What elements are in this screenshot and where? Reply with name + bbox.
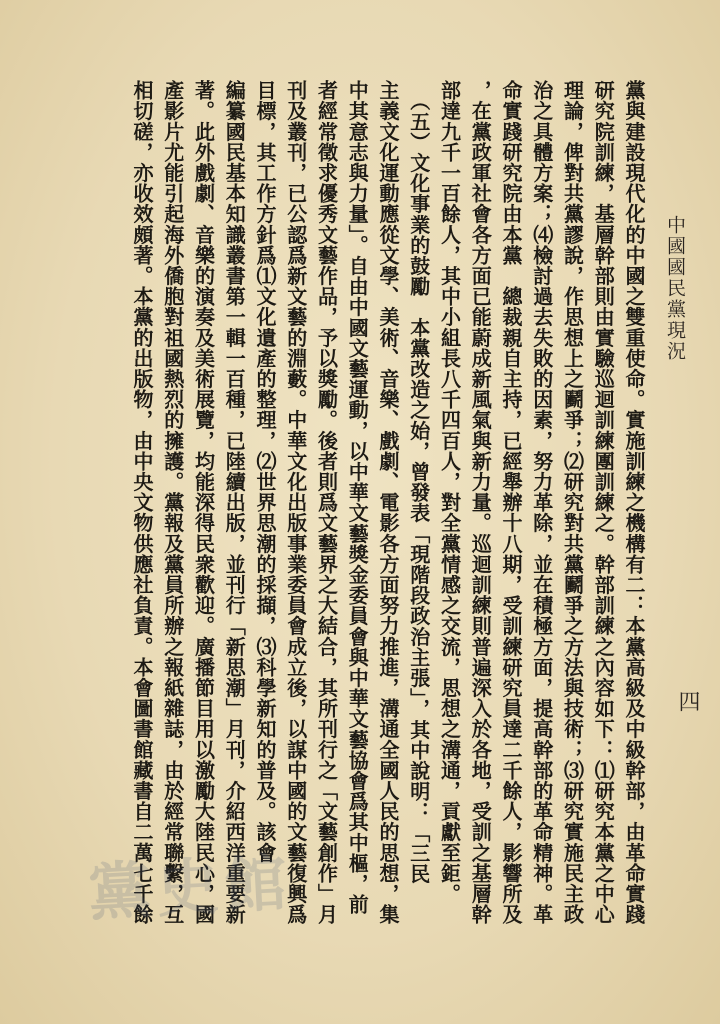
text-column: 主義文化運動應從文學、美術、音樂、戲劇、電影各方面努力推進，溝通全國人民的思想，集 bbox=[376, 80, 400, 925]
text-column: 治之具體方案；⑷檢討過去失敗的因素，努力革除，並在積極方面，提高幹部的革命精神。革 bbox=[529, 80, 554, 925]
text-column: 理論，俾對共黨謬說，作思想上之鬬爭；⑵研究對共黨鬬爭之方法與技術；⑶研究實施民主政 bbox=[560, 80, 585, 925]
text-column: 研究院訓練，基層幹部則由實驗巡迴訓練團訓練之。幹部訓練之內容如下：⑴研究本黨之中心 bbox=[591, 80, 616, 925]
text-column: 編纂國民基本知識叢書第一輯一百種，已陸續出版，並刊行「新思潮」月刊，介紹西洋重要新 bbox=[222, 80, 247, 925]
text-column: 相切磋，亦收效頗著。本黨的出版物，由中央文物供應社負責。本會圖書館藏書自二萬七千餘 bbox=[130, 80, 154, 925]
text-column: 者經常徵求優秀文藝作品，予以獎勵。後者則爲文藝界之大結合，其所刊行之「文藝創作」月 bbox=[314, 80, 339, 925]
text-column: 目標，其工作方針爲⑴文化遺產的整理，⑵世界思潮的採擷，⑶科學新知的普及。該會 bbox=[253, 80, 277, 863]
running-title: 中國國民黨現況 bbox=[664, 215, 686, 362]
text-column: 產影片尤能引起海外僑胞對祖國熱烈的擁護。黨報及黨員所辦之報紙雜誌，由於經常聯繫，互 bbox=[160, 80, 185, 925]
page-number: 四 bbox=[675, 690, 700, 712]
text-column: 中其意志與力量」。自由中國文藝運動，以中華文藝獎金委員會與中華文藝協會爲其中樞，前 bbox=[345, 80, 370, 915]
archive-watermark: 黨史館 bbox=[86, 845, 295, 930]
text-column: 著。此外戲劇、音樂的演奏及美術展覽，均能深得民衆歡迎。廣播節目用以激勵大陸民心，國 bbox=[191, 80, 216, 925]
text-column: 命實踐研究院由本黨 總裁親自主持，已經舉辦十八期，受訓練研究員達二千餘人，影響所及 bbox=[499, 80, 523, 925]
text-column: （五）文化事業的鼓勵 本黨改造之始，曾發表「現階段政治主張」，其中說明：「三民 bbox=[406, 80, 431, 884]
text-column: 部達九千一百餘人，其中小組長八千四百人，對全黨情感之交流，思想之溝通，貢獻至鉅。 bbox=[437, 80, 462, 904]
body-text bbox=[132, 80, 644, 960]
text-column: 刊及叢刊，已公認爲新文藝的淵藪。中華文化出版事業委員會成立後，以謀中國的文藝復興爲 bbox=[283, 80, 308, 925]
text-column: 黨與建設現代化的中國之雙重使命。實施訓練之機構有二：本黨高級及中級幹部，由革命實踐 bbox=[622, 80, 646, 925]
text-column: ，在黨政軍社會各方面已能蔚成新風氣與新力量。巡迴訓練則普遍深入於各地，受訓之基層幹 bbox=[468, 80, 493, 925]
